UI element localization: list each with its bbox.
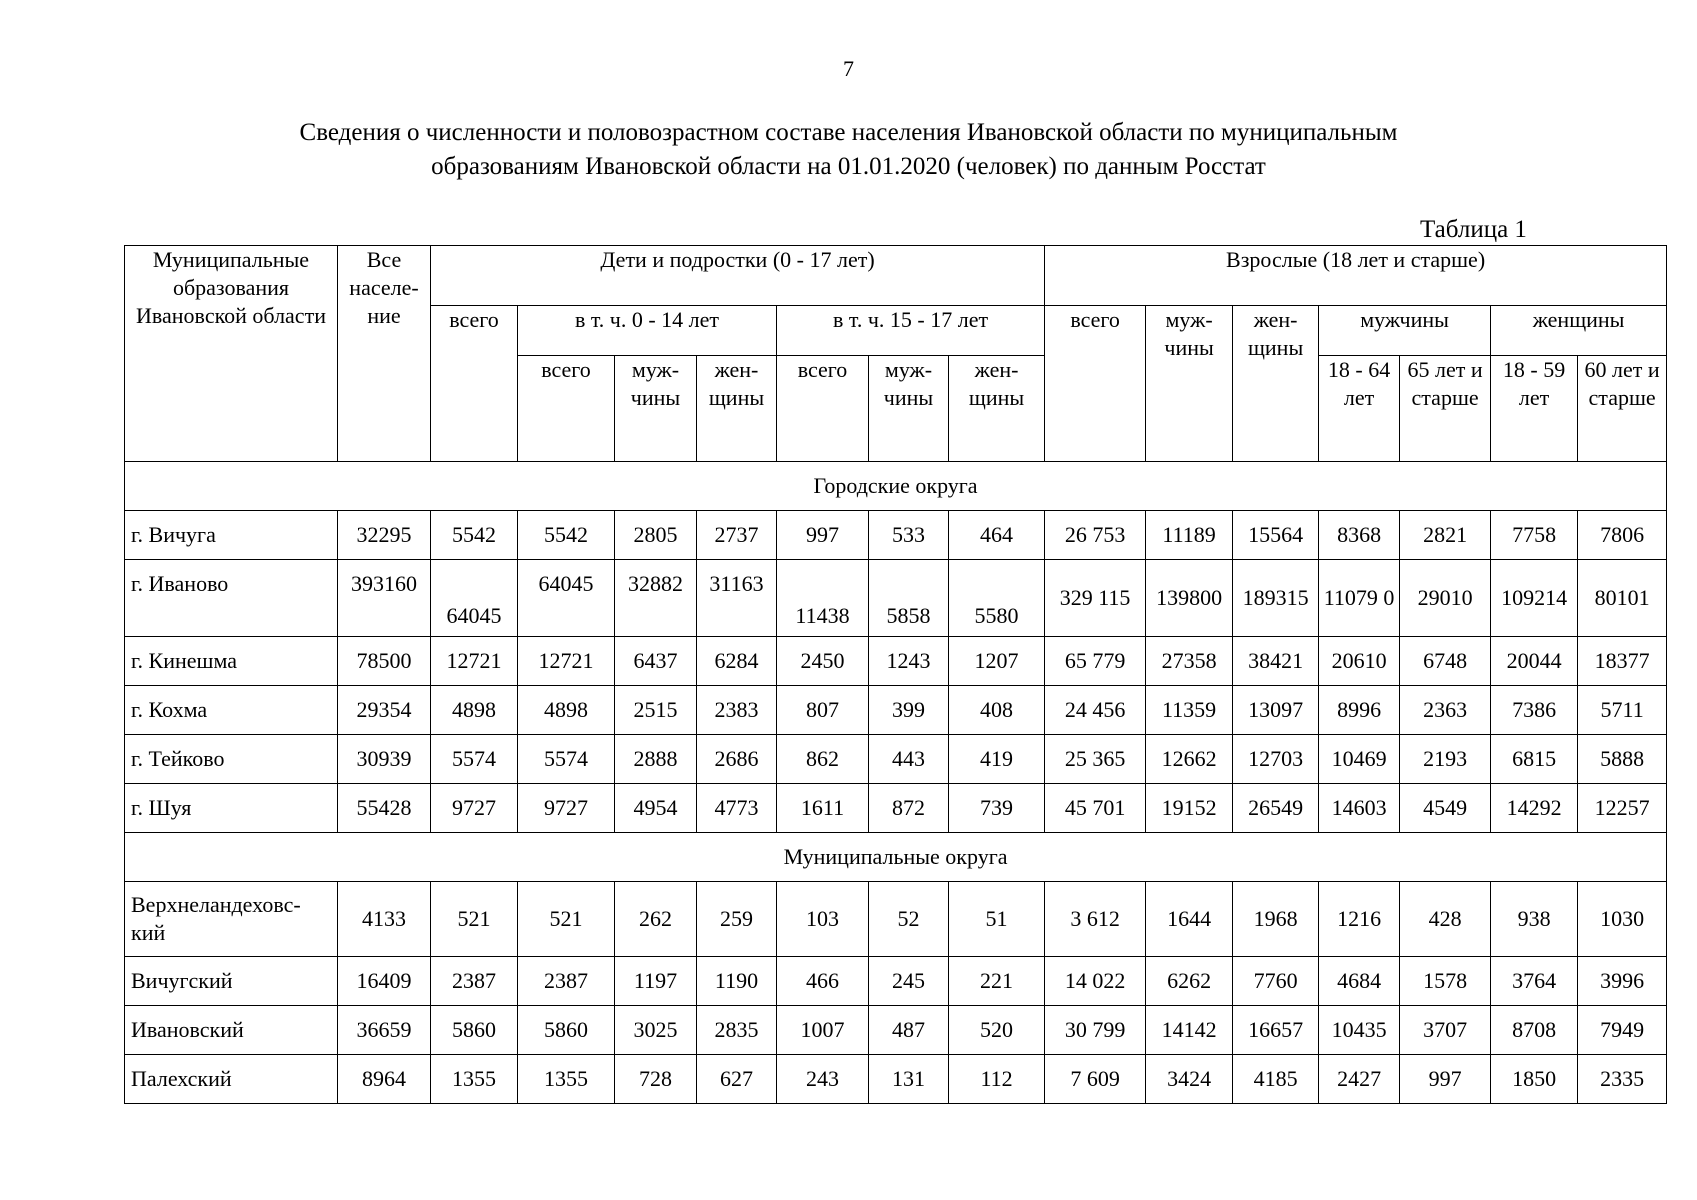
- table-cell: 1968: [1233, 882, 1319, 957]
- table-cell: 4954: [615, 784, 697, 833]
- table-cell: 872: [869, 784, 949, 833]
- table-cell: 3025: [615, 1006, 697, 1055]
- table-cell: 1355: [518, 1055, 615, 1104]
- table-cell: 5711: [1578, 686, 1667, 735]
- table-cell: 103: [777, 882, 869, 957]
- table-cell: 12721: [518, 637, 615, 686]
- table-cell: 5860: [518, 1006, 615, 1055]
- table-cell: 521: [431, 882, 518, 957]
- header-women-60-plus: 60 лет и старше: [1578, 356, 1667, 462]
- population-table: [124, 245, 1667, 1104]
- header-men-group: мужчины: [1319, 306, 1491, 356]
- table-cell: 408: [949, 686, 1045, 735]
- table-cell: 221: [949, 957, 1045, 1006]
- table-cell: 2888: [615, 735, 697, 784]
- table-cell: 259: [697, 882, 777, 957]
- table-cell: 464: [949, 511, 1045, 560]
- table-row: [125, 957, 1667, 1006]
- table-cell: 38421: [1233, 637, 1319, 686]
- header-age-15-17: в т. ч. 15 - 17 лет: [777, 306, 1045, 356]
- table-cell: 4185: [1233, 1055, 1319, 1104]
- table-cell: 12257: [1578, 784, 1667, 833]
- table-cell: 8708: [1491, 1006, 1578, 1055]
- table-cell: 399: [869, 686, 949, 735]
- table-cell: 18377: [1578, 637, 1667, 686]
- table-cell: 11079 0: [1319, 560, 1400, 637]
- table-cell: 14603: [1319, 784, 1400, 833]
- table-cell: 26 753: [1045, 511, 1146, 560]
- table-cell: 29354: [338, 686, 431, 735]
- header-women-18-59: 18 - 59 лет: [1491, 356, 1578, 462]
- table-cell: 3996: [1578, 957, 1667, 1006]
- municipality-name: г. Тейково: [125, 735, 338, 784]
- table-cell: 10469: [1319, 735, 1400, 784]
- table-cell: 807: [777, 686, 869, 735]
- table-cell: 938: [1491, 882, 1578, 957]
- table-cell: 2383: [697, 686, 777, 735]
- table-cell: 9727: [431, 784, 518, 833]
- table-cell: 16409: [338, 957, 431, 1006]
- table-cell: 2835: [697, 1006, 777, 1055]
- table-cell: 2821: [1400, 511, 1491, 560]
- table-row: [125, 560, 1667, 637]
- municipality-name: Верхнеландеховс-кий: [125, 882, 338, 957]
- table-row: [125, 637, 1667, 686]
- header-adults-group: Взрослые (18 лет и старше): [1045, 246, 1667, 306]
- municipality-name: Ивановский: [125, 1006, 338, 1055]
- table-cell: 78500: [338, 637, 431, 686]
- header-women-group: женщины: [1491, 306, 1667, 356]
- table-cell: 12703: [1233, 735, 1319, 784]
- table-cell: 4898: [518, 686, 615, 735]
- document-title: [180, 116, 1517, 184]
- table-cell: 262: [615, 882, 697, 957]
- table-cell: 520: [949, 1006, 1045, 1055]
- table-cell: 32882: [615, 560, 697, 637]
- table-cell: 55428: [338, 784, 431, 833]
- table-cell: 1190: [697, 957, 777, 1006]
- table-cell: 189315: [1233, 560, 1319, 637]
- table-row: [125, 735, 1667, 784]
- section-urban-districts: Городские округа: [125, 462, 1667, 511]
- table-cell: 393160: [338, 560, 431, 637]
- table-cell: 8368: [1319, 511, 1400, 560]
- table-cell: 6284: [697, 637, 777, 686]
- table-cell: 997: [1400, 1055, 1491, 1104]
- table-cell: 6262: [1146, 957, 1233, 1006]
- table-cell: 533: [869, 511, 949, 560]
- table-cell: 11359: [1146, 686, 1233, 735]
- table-cell: 80101: [1578, 560, 1667, 637]
- table-cell: 521: [518, 882, 615, 957]
- table-cell: 51: [949, 882, 1045, 957]
- table-cell: 2363: [1400, 686, 1491, 735]
- table-cell: 36659: [338, 1006, 431, 1055]
- table-cell: 12721: [431, 637, 518, 686]
- table-label: Таблица 1: [1420, 216, 1527, 243]
- table-cell: 243: [777, 1055, 869, 1104]
- header-adults-men: муж-чины: [1146, 306, 1233, 462]
- table-cell: 64045: [518, 560, 615, 637]
- table-cell: 627: [697, 1055, 777, 1104]
- table-cell: 2515: [615, 686, 697, 735]
- table-cell: 466: [777, 957, 869, 1006]
- municipality-name: г. Шуя: [125, 784, 338, 833]
- page-number: 7: [843, 56, 854, 81]
- table-cell: 1030: [1578, 882, 1667, 957]
- header-men-65-plus: 65 лет и старше: [1400, 356, 1491, 462]
- table-cell: 3764: [1491, 957, 1578, 1006]
- table-row: [125, 882, 1667, 957]
- section-municipal-districts: Муниципальные округа: [125, 833, 1667, 882]
- table-cell: 5542: [431, 511, 518, 560]
- table-cell: 11189: [1146, 511, 1233, 560]
- table-cell: 2193: [1400, 735, 1491, 784]
- table-cell: 5574: [518, 735, 615, 784]
- table-cell: 5888: [1578, 735, 1667, 784]
- table-cell: 2805: [615, 511, 697, 560]
- table-cell: 20610: [1319, 637, 1400, 686]
- table-cell: 6815: [1491, 735, 1578, 784]
- header-sub-total-0-14: всего: [518, 356, 615, 462]
- table-cell: 13097: [1233, 686, 1319, 735]
- table-cell: 14292: [1491, 784, 1578, 833]
- header-children-total: всего: [431, 306, 518, 462]
- table-cell: 5860: [431, 1006, 518, 1055]
- table-cell: 739: [949, 784, 1045, 833]
- header-sub-men-15-17: муж-чины: [869, 356, 949, 462]
- table-cell: 12662: [1146, 735, 1233, 784]
- table-cell: 3707: [1400, 1006, 1491, 1055]
- table-cell: 2737: [697, 511, 777, 560]
- header-sub-women-0-14: жен-щины: [697, 356, 777, 462]
- table-cell: 15564: [1233, 511, 1319, 560]
- title-line-1: Сведения о численности и половозрастном составе населения Ивановской области по муниципальным: [299, 119, 1398, 146]
- table-cell: 1644: [1146, 882, 1233, 957]
- table-cell: 9727: [518, 784, 615, 833]
- table-row: [125, 1055, 1667, 1104]
- table-cell: 8964: [338, 1055, 431, 1104]
- table-row: [125, 686, 1667, 735]
- table-cell: 112: [949, 1055, 1045, 1104]
- table-cell: 7 609: [1045, 1055, 1146, 1104]
- table-cell: 428: [1400, 882, 1491, 957]
- table-cell: 52: [869, 882, 949, 957]
- header-sub-men-0-14: муж-чины: [615, 356, 697, 462]
- table-cell: 5858: [869, 560, 949, 637]
- table-cell: 2427: [1319, 1055, 1400, 1104]
- table-cell: 1578: [1400, 957, 1491, 1006]
- header-sub-total-15-17: всего: [777, 356, 869, 462]
- table-cell: 997: [777, 511, 869, 560]
- table-cell: 45 701: [1045, 784, 1146, 833]
- table-cell: 3424: [1146, 1055, 1233, 1104]
- title-line-2: образованиям Ивановской области на 01.01.2020 (человек) по данным Росстат: [431, 153, 1266, 180]
- table-cell: 4898: [431, 686, 518, 735]
- table-cell: 419: [949, 735, 1045, 784]
- municipality-name: г. Иваново: [125, 560, 338, 637]
- table-cell: 2335: [1578, 1055, 1667, 1104]
- table-cell: 2387: [518, 957, 615, 1006]
- municipality-name: Палехский: [125, 1055, 338, 1104]
- table-cell: 30 799: [1045, 1006, 1146, 1055]
- table-cell: 5580: [949, 560, 1045, 637]
- table-cell: 29010: [1400, 560, 1491, 637]
- table-cell: 14142: [1146, 1006, 1233, 1055]
- table-cell: 1243: [869, 637, 949, 686]
- table-cell: 4684: [1319, 957, 1400, 1006]
- table-cell: 27358: [1146, 637, 1233, 686]
- table-cell: 7758: [1491, 511, 1578, 560]
- table-cell: 1216: [1319, 882, 1400, 957]
- municipality-name: г. Кинешма: [125, 637, 338, 686]
- table-cell: 1355: [431, 1055, 518, 1104]
- table-cell: 64045: [431, 560, 518, 637]
- table-cell: 131: [869, 1055, 949, 1104]
- table-cell: 65 779: [1045, 637, 1146, 686]
- table-cell: 26549: [1233, 784, 1319, 833]
- municipality-name: г. Кохма: [125, 686, 338, 735]
- table-cell: 139800: [1146, 560, 1233, 637]
- table-cell: 1007: [777, 1006, 869, 1055]
- table-cell: 2686: [697, 735, 777, 784]
- header-adults-total: всего: [1045, 306, 1146, 462]
- table-cell: 245: [869, 957, 949, 1006]
- table-cell: 7806: [1578, 511, 1667, 560]
- table-cell: 7949: [1578, 1006, 1667, 1055]
- table-cell: 7760: [1233, 957, 1319, 1006]
- table-cell: 6748: [1400, 637, 1491, 686]
- table-cell: 8996: [1319, 686, 1400, 735]
- table-cell: 6437: [615, 637, 697, 686]
- municipality-name: Вичугский: [125, 957, 338, 1006]
- table-cell: 25 365: [1045, 735, 1146, 784]
- table-cell: 1207: [949, 637, 1045, 686]
- table-cell: 109214: [1491, 560, 1578, 637]
- table-cell: 11438: [777, 560, 869, 637]
- table-cell: 443: [869, 735, 949, 784]
- header-sub-women-15-17: жен-щины: [949, 356, 1045, 462]
- table-cell: 5542: [518, 511, 615, 560]
- header-men-18-64: 18 - 64 лет: [1319, 356, 1400, 462]
- table-row: [125, 511, 1667, 560]
- table-cell: 19152: [1146, 784, 1233, 833]
- table-cell: 2450: [777, 637, 869, 686]
- table-cell: 1611: [777, 784, 869, 833]
- table-cell: 14 022: [1045, 957, 1146, 1006]
- table-cell: 4773: [697, 784, 777, 833]
- table-cell: 329 115: [1045, 560, 1146, 637]
- table-cell: 31163: [697, 560, 777, 637]
- table-cell: 7386: [1491, 686, 1578, 735]
- table-cell: 4549: [1400, 784, 1491, 833]
- table-cell: 5574: [431, 735, 518, 784]
- header-age-0-14: в т. ч. 0 - 14 лет: [518, 306, 777, 356]
- table-cell: 2387: [431, 957, 518, 1006]
- table-cell: 16657: [1233, 1006, 1319, 1055]
- table-cell: 10435: [1319, 1006, 1400, 1055]
- table-cell: 728: [615, 1055, 697, 1104]
- table-cell: 862: [777, 735, 869, 784]
- header-adults-women: жен-щины: [1233, 306, 1319, 462]
- header-total-population: Все населе-ние: [338, 246, 431, 462]
- table-cell: 3 612: [1045, 882, 1146, 957]
- table-cell: 24 456: [1045, 686, 1146, 735]
- table-cell: 1850: [1491, 1055, 1578, 1104]
- table-cell: 32295: [338, 511, 431, 560]
- header-municipality: Муниципальные образования Ивановской области: [125, 246, 338, 462]
- municipality-name: г. Вичуга: [125, 511, 338, 560]
- header-children-group: Дети и подростки (0 - 17 лет): [431, 246, 1045, 306]
- table-cell: 487: [869, 1006, 949, 1055]
- table-row: [125, 784, 1667, 833]
- table-cell: 30939: [338, 735, 431, 784]
- table-row: [125, 1006, 1667, 1055]
- table-cell: 4133: [338, 882, 431, 957]
- table-cell: 1197: [615, 957, 697, 1006]
- table-cell: 20044: [1491, 637, 1578, 686]
